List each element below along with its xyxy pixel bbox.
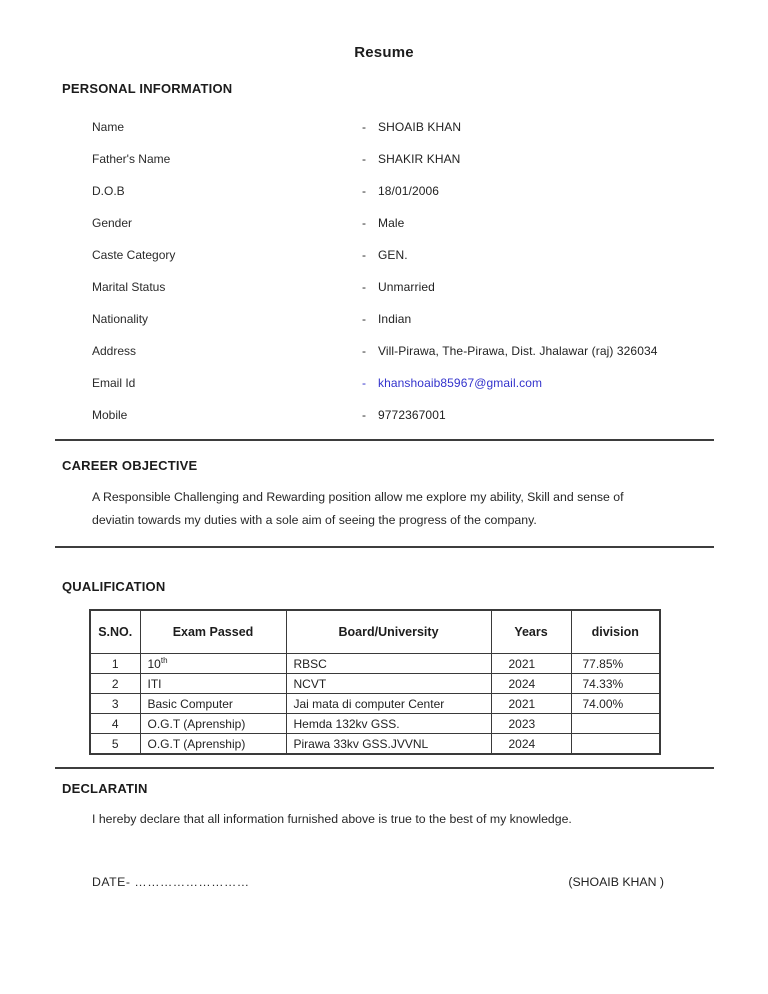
header-sno: S.NO. xyxy=(90,610,140,654)
cell-division: 74.33% xyxy=(571,674,660,694)
table-row xyxy=(90,674,660,694)
info-row-name xyxy=(92,111,692,143)
info-label: D.O.B xyxy=(92,184,125,198)
header-years: Years xyxy=(491,610,571,654)
info-row-address xyxy=(92,335,692,367)
qualification-table xyxy=(89,609,661,755)
info-label: Gender xyxy=(92,216,133,230)
declaration-text: I hereby declare that all information furnished above is true to the best of my knowledge. xyxy=(92,812,572,826)
horizontal-rule xyxy=(55,546,714,548)
cell-exam xyxy=(140,654,286,674)
career-objective-heading: CAREER OBJECTIVE xyxy=(62,458,198,473)
separator-dash: - xyxy=(362,408,366,422)
cell-division: 74.00% xyxy=(571,694,660,714)
info-row-caste-category xyxy=(92,239,692,271)
separator-dash: - xyxy=(362,376,366,390)
info-label: Address xyxy=(92,344,137,358)
declaration-heading: DECLARATIN xyxy=(62,781,148,796)
info-label: Name xyxy=(92,120,125,134)
exam-ordinal-suffix: th xyxy=(160,655,168,665)
date-line xyxy=(92,875,250,889)
cell-exam: ITI xyxy=(140,674,286,694)
cell-division xyxy=(571,714,660,734)
info-value: Indian xyxy=(378,312,412,326)
cell-exam: Basic Computer xyxy=(140,694,286,714)
cell-exam: O.G.T (Aprenship) xyxy=(140,734,286,755)
separator-dash: - xyxy=(362,344,366,358)
cell-year: 2024 xyxy=(491,734,571,755)
cell-board: Jai mata di computer Center xyxy=(286,694,491,714)
date-signature-row xyxy=(92,875,664,889)
info-row-dob xyxy=(92,175,692,207)
info-value: SHAKIR KHAN xyxy=(378,152,461,166)
cell-sno: 3 xyxy=(90,694,140,714)
info-value: Vill-Pirawa, The-Pirawa, Dist. Jhalawar (raj) 326034 xyxy=(378,344,658,358)
cell-year: 2021 xyxy=(491,654,571,674)
cell-sno: 5 xyxy=(90,734,140,755)
cell-year: 2024 xyxy=(491,674,571,694)
info-row-gender xyxy=(92,207,692,239)
cell-sno: 4 xyxy=(90,714,140,734)
email-link[interactable]: khanshoaib85967@gmail.com xyxy=(378,376,543,390)
cell-division xyxy=(571,734,660,755)
personal-information-heading: PERSONAL INFORMATION xyxy=(62,81,233,96)
horizontal-rule xyxy=(55,439,714,441)
info-value: 9772367001 xyxy=(378,408,446,422)
info-row-marital-status xyxy=(92,271,692,303)
exam-base: 10 xyxy=(147,656,161,671)
cell-board: NCVT xyxy=(286,674,491,694)
header-board-university: Board/University xyxy=(286,610,491,654)
header-exam-passed: Exam Passed xyxy=(140,610,286,654)
info-value: SHOAIB KHAN xyxy=(378,120,462,134)
info-label: Nationality xyxy=(92,312,149,326)
separator-dash: - xyxy=(362,312,366,326)
info-row-fathers-name xyxy=(92,143,692,175)
cell-division: 77.85% xyxy=(571,654,660,674)
separator-dash: - xyxy=(362,152,366,166)
career-objective-text: A Responsible Challenging and Rewarding position allow me explore my ability, Skill and sense of deviatin towards my duties with a sole aim of seeing the progress of the company. xyxy=(92,490,624,527)
separator-dash: - xyxy=(362,280,366,294)
info-row-nationality xyxy=(92,303,692,335)
separator-dash: - xyxy=(362,248,366,262)
info-label: Caste Category xyxy=(92,248,176,262)
table-row xyxy=(90,654,660,674)
separator-dash: - xyxy=(362,120,366,134)
info-label: Email Id xyxy=(92,376,136,390)
cell-sno: 1 xyxy=(90,654,140,674)
cell-exam: O.G.T (Aprenship) xyxy=(140,714,286,734)
info-value: Male xyxy=(378,216,405,230)
qualification-heading: QUALIFICATION xyxy=(62,579,166,594)
date-label: DATE- xyxy=(92,875,131,889)
separator-dash: - xyxy=(362,184,366,198)
personal-information-list xyxy=(92,111,692,431)
table-row xyxy=(90,694,660,714)
signature-name: (SHOAIB KHAN ) xyxy=(568,875,664,889)
date-dotted-leader: ……………………… xyxy=(134,875,250,889)
document-title: Resume xyxy=(354,44,414,61)
info-value: 18/01/2006 xyxy=(378,184,440,198)
header-division: division xyxy=(571,610,660,654)
info-value: Unmarried xyxy=(378,280,435,294)
cell-board: RBSC xyxy=(286,654,491,674)
info-row-mobile xyxy=(92,399,692,431)
info-label: Marital Status xyxy=(92,280,166,294)
info-label: Father's Name xyxy=(92,152,171,166)
cell-sno: 2 xyxy=(90,674,140,694)
cell-year: 2021 xyxy=(491,694,571,714)
cell-year: 2023 xyxy=(491,714,571,734)
separator-dash: - xyxy=(362,216,366,230)
table-row xyxy=(90,734,660,755)
cell-board: Hemda 132kv GSS. xyxy=(286,714,491,734)
info-label: Mobile xyxy=(92,408,128,422)
horizontal-rule xyxy=(55,767,714,769)
info-row-email xyxy=(92,367,692,399)
cell-board: Pirawa 33kv GSS.JVVNL xyxy=(286,734,491,755)
table-header-row xyxy=(90,610,660,654)
info-value: GEN. xyxy=(378,248,408,262)
table-row xyxy=(90,714,660,734)
